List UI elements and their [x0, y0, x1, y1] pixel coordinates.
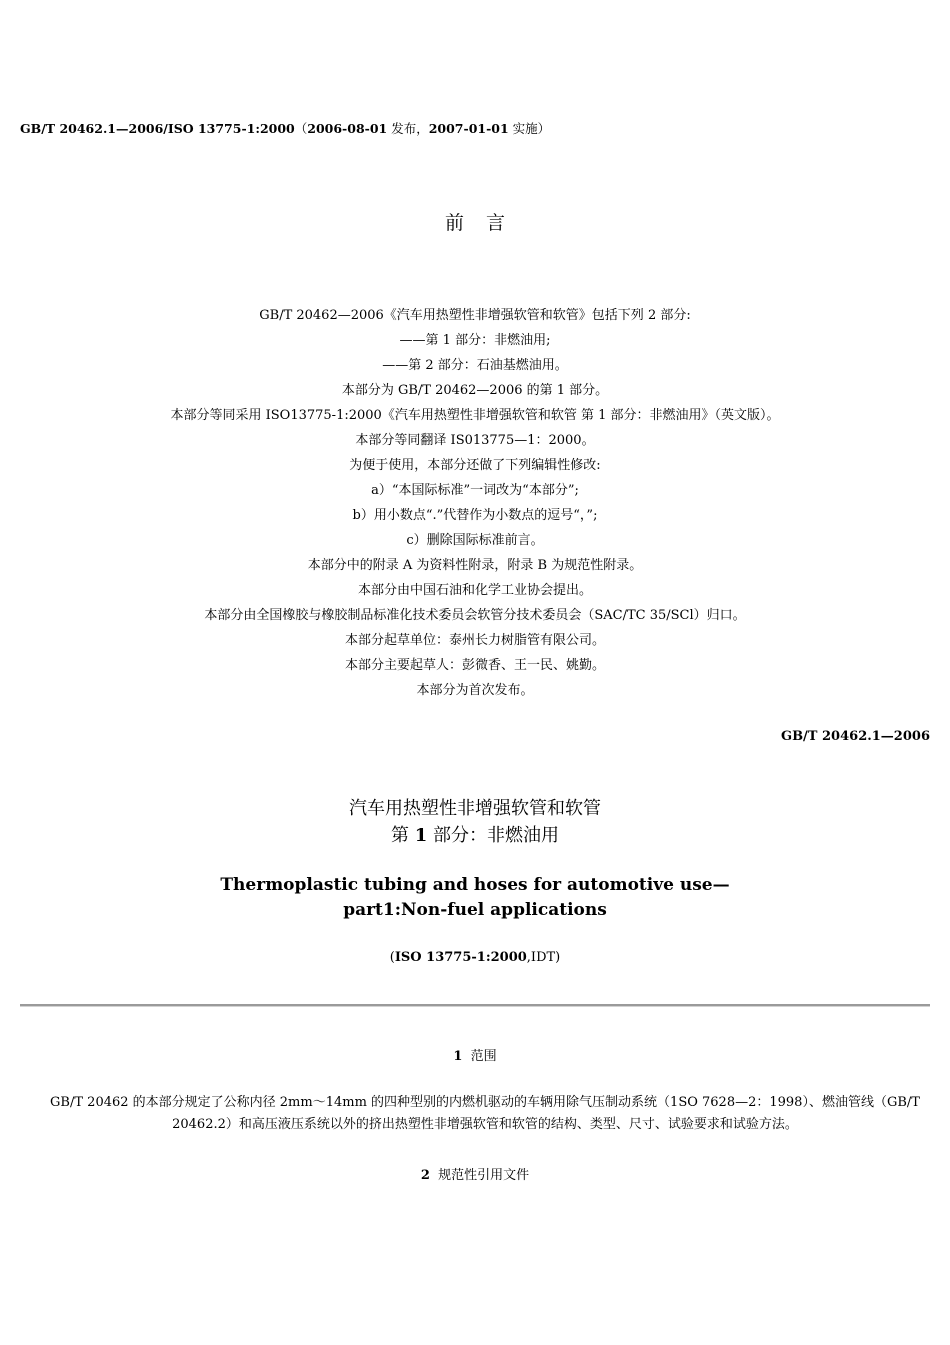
- section-2-heading: [0, 1164, 950, 1183]
- iso-paren-open: (: [389, 950, 395, 965]
- foreword-line: ——第 1 部分：非燃油用;: [399, 333, 551, 348]
- foreword-line: c）删除国际标准前言。: [406, 533, 544, 548]
- iso-reference: [0, 950, 950, 965]
- foreword-line: 本部分由中国石油和化学工业协会提出。: [357, 583, 592, 598]
- english-title-line2: part1:Non-fuel applications: [343, 900, 607, 920]
- foreword-line: GB/T 20462—2006《汽车用热塑性非增强软管和软管》包括下列 2 部分:: [259, 308, 691, 323]
- foreword-line: 本部分为 GB/T 20462—2006 的第 1 部分。: [341, 383, 609, 398]
- part-suffix: 部分：非燃油用: [427, 825, 559, 846]
- english-title: [0, 873, 950, 923]
- chinese-title: [0, 795, 950, 849]
- foreword-line: ——第 2 部分：石油基燃油用。: [382, 358, 568, 373]
- foreword-line: b）用小数点“.”代替作为小数点的逗号“，”;: [352, 508, 598, 523]
- header-release-label: 发布，: [387, 121, 429, 136]
- foreword-line: 本部分中的附录 A 为资料性附录，附录 B 为规范性附录。: [307, 558, 643, 573]
- english-title-line1: Thermoplastic tubing and hoses for automotive use—: [220, 875, 730, 895]
- part-number: 1: [414, 825, 428, 846]
- foreword-line: 本部分等同翻译 IS013775—1：2000。: [355, 433, 595, 448]
- header-effective-date: 2007-01-01: [428, 121, 509, 136]
- header-paren-open: （: [294, 121, 308, 136]
- section-1-paragraph: GB/T 20462 的本部分规定了公称内径 2mm～14mm 的四种型别的内燃机驱动的车辆用除气压制动系统（1SO 7628—2：1998）、燃油管线（GB/T 20462.2）和高压液压系统以外的挤出热塑性非增强软管和软管的结构、类型、尺寸、试验要求和试验方法。: [50, 1095, 920, 1132]
- chinese-title-part: [0, 822, 950, 849]
- foreword-line: 本部分为首次发布。: [416, 683, 534, 698]
- header-release-date: 2006-08-01: [307, 121, 388, 136]
- foreword-line: 本部分由全国橡胶与橡胶制品标准化技术委员会软管分技术委员会（SAC/TC 35/SCl）归口。: [204, 608, 746, 623]
- foreword-line: 本部分起草单位：泰州长力树脂管有限公司。: [344, 633, 605, 648]
- horizontal-divider: [20, 1004, 930, 1007]
- section-title: 范围: [470, 1049, 497, 1064]
- part-prefix: 第: [391, 825, 415, 846]
- foreword-line: 为便于使用，本部分还做了下列编辑性修改:: [349, 458, 601, 473]
- section-number: 1: [453, 1049, 463, 1064]
- chinese-title-main: 汽车用热塑性非增强软管和软管: [349, 798, 601, 819]
- section-1-heading: [0, 1045, 950, 1064]
- foreword-line: a）“本国际标准”一词改为“本部分”;: [371, 483, 579, 498]
- iso-identity: ,IDT): [526, 950, 561, 965]
- section-number: 2: [420, 1168, 430, 1183]
- header-effective-label: 实施）: [508, 121, 551, 136]
- iso-code: ISO 13775-1:2000: [394, 950, 527, 965]
- standard-number: GB/T 20462.1—2006: [780, 729, 930, 744]
- foreword-line: 本部分等同采用 ISO13775-1:2000《汽车用热塑性非增强软管和软管 第 1 部分：非燃油用》（英文版）。: [170, 408, 780, 423]
- header-standard-code: GB/T 20462.1—2006/ISO 13775-1:2000: [20, 121, 295, 136]
- foreword-title: 前言: [444, 212, 527, 234]
- document-header: [20, 119, 550, 137]
- foreword-body: [0, 306, 950, 706]
- section-title: 规范性引用文件: [438, 1168, 530, 1183]
- foreword-line: 本部分主要起草人：彭微香、王一民、姚勤。: [344, 658, 605, 673]
